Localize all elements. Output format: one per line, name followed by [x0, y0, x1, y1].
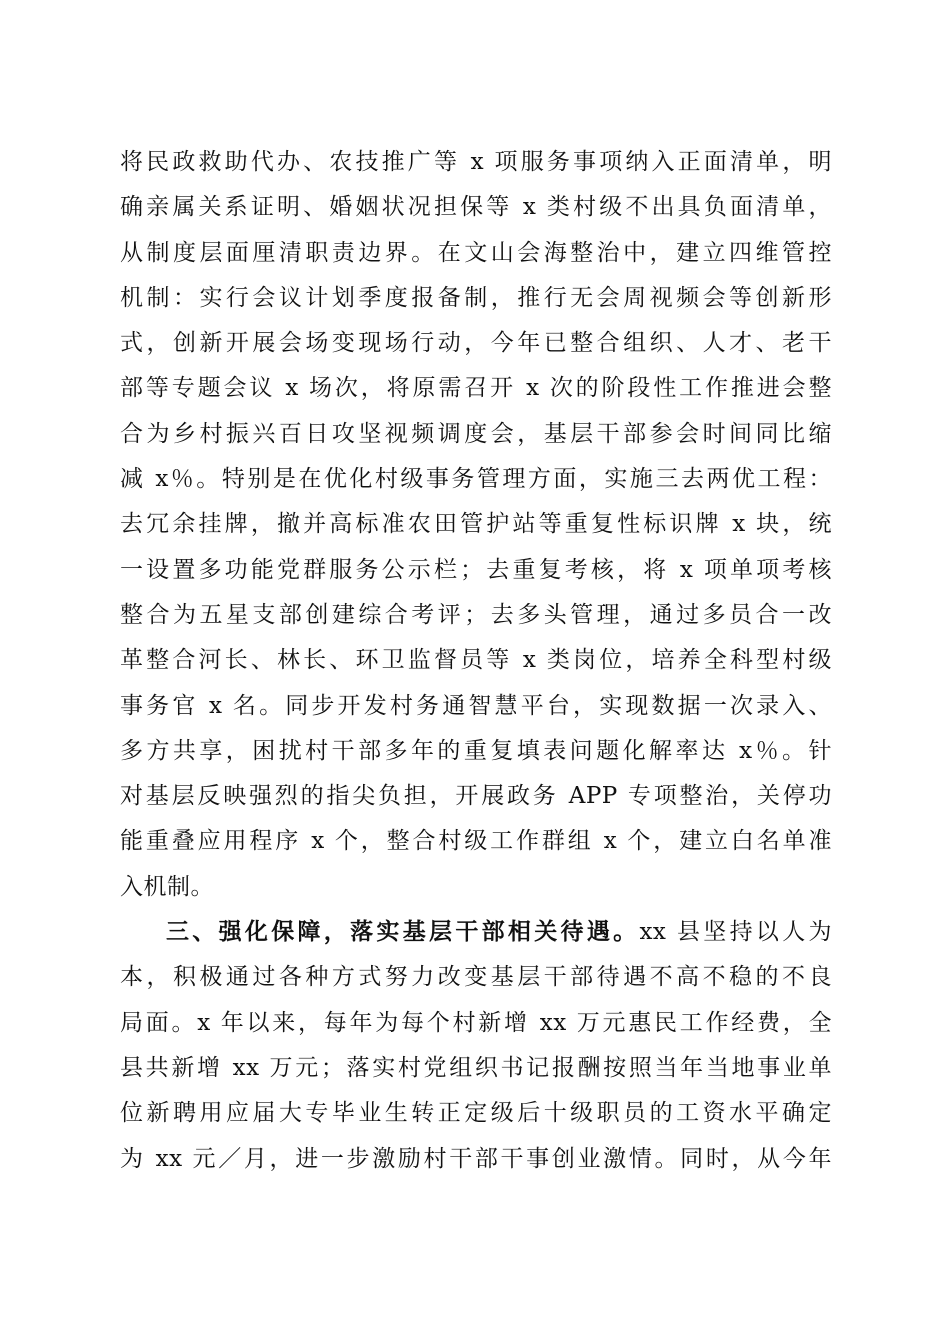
- paragraph-line: 县共新增 xx 万元；落实村党组织书记报酬按照当年当地事业单: [120, 1054, 832, 1081]
- paragraph-line: 机制：实行会议计划季度报备制，推行无会周视频会等创新形: [120, 284, 832, 311]
- paragraph-line: 对基层反映强烈的指尖负担，开展政务 APP 专项整治，关停功: [120, 783, 832, 810]
- paragraph-line: 局面。x 年以来，每年为每个村新增 xx 万元惠民工作经费，全: [120, 1009, 832, 1036]
- paragraph-line: 整合为五星支部创建综合考评；去多头管理，通过多员合一改: [120, 601, 832, 628]
- section-heading: 三、强化保障，落实基层干部相关待遇。: [166, 919, 640, 946]
- paragraph-line: 式，创新开展会场变现场行动，今年已整合组织、人才、老干: [120, 330, 832, 357]
- paragraph-line: 将民政救助代办、农技推广等 x 项服务事项纳入正面清单，明: [120, 149, 832, 175]
- paragraph-line: 革整合河长、林长、环卫监督员等 x 类岗位，培养全科型村级: [120, 647, 832, 674]
- paragraph-line: 从制度层面厘清职责边界。在文山会海整治中，建立四维管控: [120, 239, 832, 266]
- paragraph-line: 本，积极通过各种方式努力改变基层干部待遇不高不稳的不良: [120, 964, 832, 991]
- section-first-line: [120, 910, 832, 955]
- paragraph-line: 一设置多功能党群服务公示栏；去重复考核，将 x 项单项考核: [120, 556, 832, 583]
- paragraph-line: 事务官 x 名。同步开发村务通智慧平台，实现数据一次录入、: [120, 692, 832, 719]
- paragraph-line: 确亲属关系证明、婚姻状况担保等 x 类村级不出具负面清单，: [120, 194, 832, 221]
- paragraph-line: 能重叠应用程序 x 个，整合村级工作群组 x 个，建立白名单准: [120, 828, 832, 855]
- paragraph-line: 入机制。: [120, 873, 214, 900]
- body-text: [120, 140, 832, 1182]
- paragraph-line: 合为乡村振兴百日攻坚视频调度会，基层干部参会时间同比缩: [120, 420, 832, 447]
- paragraph-line: 减 x％。特别是在优化村级事务管理方面，实施三去两优工程：: [120, 466, 832, 493]
- paragraph-line: 去冗余挂牌，撤并高标准农田管护站等重复性标识牌 x 块，统: [120, 511, 832, 538]
- paragraph-line: 多方共享，困扰村干部多年的重复填表问题化解率达 x％。针: [120, 737, 832, 764]
- paragraph-line: 位新聘用应届大专毕业生转正定级后十级职员的工资水平确定: [120, 1100, 832, 1127]
- section-first-line-text: xx 县坚持以人为: [639, 919, 832, 946]
- paragraph-line: 部等专题会议 x 场次，将原需召开 x 次的阶段性工作推进会整: [120, 375, 832, 402]
- paragraph-line: 为 xx 元／月，进一步激励村干部干事创业激情。同时，从今年: [120, 1145, 832, 1172]
